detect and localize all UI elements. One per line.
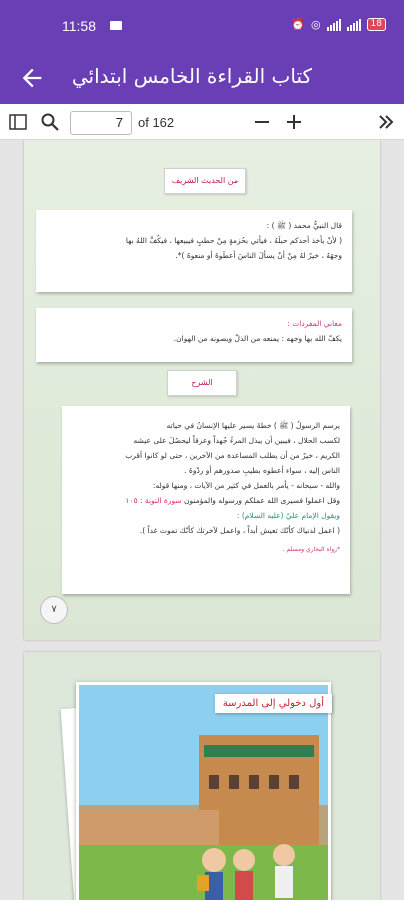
book-title: كتاب القراءة الخامس ابتدائي xyxy=(71,64,312,88)
alarm-icon: ⏰ xyxy=(291,18,305,31)
cover-label: أول دخولي إلى المدرسة xyxy=(215,694,332,713)
sharh-heading: الشرح xyxy=(167,370,237,396)
quran-verse: وقل اعملوا فسيرى الله عملكم ورسوله والمؤمنون xyxy=(184,496,340,505)
lesson-cover xyxy=(76,682,336,900)
hadith-heading: من الحديث الشريف xyxy=(164,168,246,194)
pdf-viewer[interactable] xyxy=(0,140,404,900)
more-tools-icon[interactable] xyxy=(376,112,396,132)
sharh-line-6 xyxy=(72,493,340,508)
school-scene-image xyxy=(79,685,331,900)
sharh-line-2: لكسب الحلال ، فيبين أن يبذل المرءُ جُهداً وعرقاً ليحصُلَ على عيشه xyxy=(133,436,340,445)
vocab-text: يكفّ الله بها وجهه : يمنعه من الذلّ ويصونه من الهوان. xyxy=(173,334,342,343)
app-bar xyxy=(0,52,404,104)
sidebar-toggle-icon[interactable] xyxy=(8,112,28,132)
lesson-illustration xyxy=(76,682,331,900)
search-icon[interactable] xyxy=(40,112,60,132)
hadith-line-1: قال النبيُّ محمد ( ﷺ ) : xyxy=(266,221,342,230)
status-icons xyxy=(291,18,386,31)
pdf-toolbar xyxy=(0,104,404,140)
sharh-line-7: ويقول الإمام عليّ (عليه السلام) : xyxy=(236,511,340,520)
sharh-card xyxy=(62,406,350,594)
signal-icon xyxy=(327,19,341,31)
sharh-line-8: ( اعمل لدنياك كأنّك تعيش أبداً ، واعمل لآخرتك كأنّك تموت غداً ). xyxy=(139,526,340,535)
status-bar xyxy=(0,0,404,52)
sharh-line-3: الكريم ، خيرٌ من أن يطلب المساعدة من الآخرين ، حتى لو كانوا أقرب xyxy=(125,451,340,460)
back-arrow-icon[interactable] xyxy=(18,64,46,92)
sharh-line-5: والله - سبحانه - يأمر بالعمل في كثير من الآيات ، ومنها قوله: xyxy=(152,481,340,490)
vocab-card xyxy=(36,308,352,362)
message-icon xyxy=(110,21,122,30)
hadith-line-2: ( لأنْ يأخذ أحدكم حبلَهُ ، فيأتي بحُزمةٍ مِنْ حطبٍ فيبيعها ، فيكُفَّ اللهُ بها xyxy=(125,236,342,245)
page-number-input[interactable]: 7 xyxy=(70,111,132,135)
sharh-line-4: الناس إليه ، سواء أعطوه بطيبِ صدورهم أو ردّوهُ . xyxy=(184,466,340,475)
surah-ref: سورة التوبة : ١٠٥ xyxy=(125,496,182,505)
signal-icon-2 xyxy=(347,19,361,31)
page-total: of 162 xyxy=(138,115,175,130)
hadith-card xyxy=(36,210,352,292)
zoom-in-icon[interactable] xyxy=(284,112,304,132)
pdf-page-7 xyxy=(24,140,380,640)
data-saver-icon: ◎ xyxy=(310,18,321,31)
battery-icon: 18 xyxy=(367,18,386,31)
pdf-page-8 xyxy=(24,652,380,900)
page-number-badge: ٧ xyxy=(40,596,68,624)
zoom-out-icon[interactable] xyxy=(252,112,272,132)
status-time: 11:58 xyxy=(62,18,96,34)
footnote: *رواه البخاري ومسلم . xyxy=(282,546,340,553)
hadith-line-3: وجهَهُ ، خيرٌ لهُ مِنْ أنْ يسألَ الناسَ أعطَوهُ أو منعوهُ )*. xyxy=(175,251,342,260)
vocab-heading: معاني المفردات : xyxy=(287,319,342,328)
sharh-line-1: يرسم الرسولُ ( ﷺ ) خطةَ يسير عليها الإنسانُ في حياته xyxy=(166,421,340,430)
